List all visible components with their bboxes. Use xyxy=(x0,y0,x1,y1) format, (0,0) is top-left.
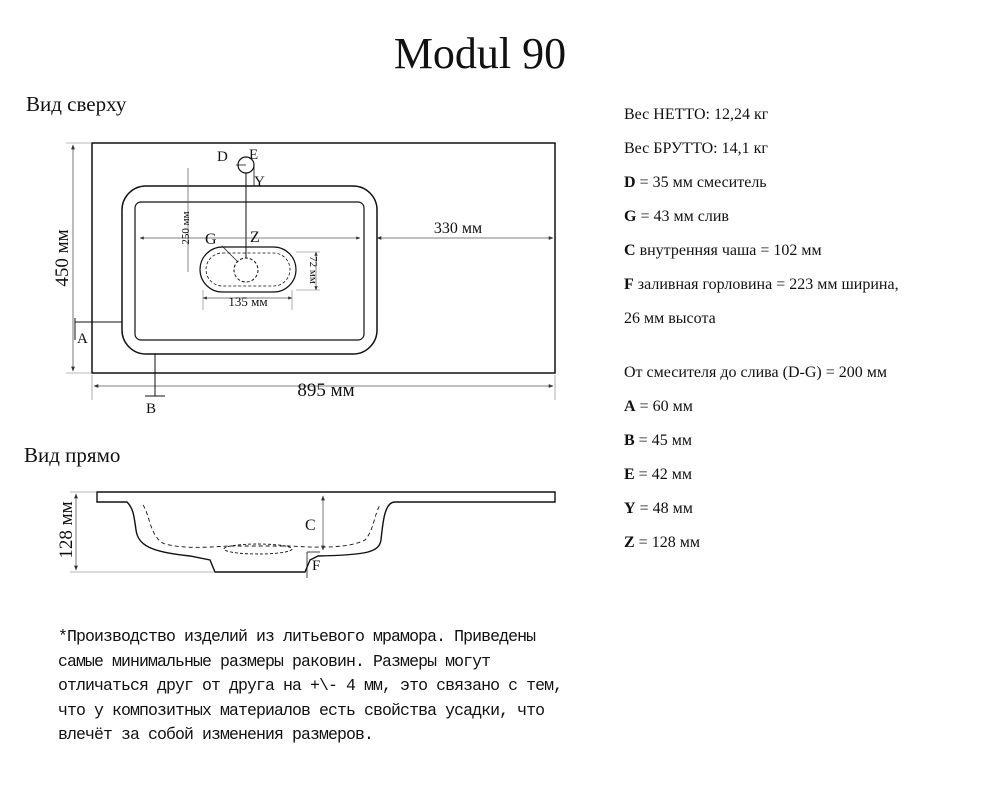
page-title: Modul 90 xyxy=(393,29,567,78)
letter-d: D xyxy=(217,149,228,165)
spec-c: C внутренняя чаша = 102 мм xyxy=(624,242,822,259)
dim-72-label: 72 мм xyxy=(307,256,319,284)
note-line: отличаться друг от друга на +\- 4 мм, это связано с тем, xyxy=(58,676,563,695)
spec-dg: От смесителя до слива (D-G) = 200 мм xyxy=(624,364,887,381)
dim-250-label: 250 мм xyxy=(180,211,192,245)
letter-c: C xyxy=(305,517,316,534)
note-line: *Производство изделий из литьевого мрамора. Приведены xyxy=(58,627,536,646)
note-line: самые минимальные размеры раковин. Размеры могут xyxy=(58,651,491,671)
top-view-label: Вид сверху xyxy=(26,92,127,116)
letter-y: Y xyxy=(254,174,265,190)
note-line: что у композитных материалов есть свойства усадки, что xyxy=(58,700,545,720)
sink-inner-dashed xyxy=(143,505,380,547)
note-line: влечёт за собой изменения размеров. xyxy=(58,725,374,744)
spec-b: B = 45 мм xyxy=(624,432,692,449)
spec-f2: 26 мм высота xyxy=(624,310,716,327)
spec-d: D = 35 мм смеситель xyxy=(624,174,767,191)
letter-e: E xyxy=(249,147,259,163)
dim-450-label: 450 мм xyxy=(52,229,73,287)
spec-netto: Вес НЕТТО: 12,24 кг xyxy=(624,106,769,123)
overflow-slot-inner xyxy=(206,253,290,286)
spec-a: A = 60 мм xyxy=(624,398,693,415)
letter-f: F xyxy=(312,558,321,574)
specs-panel xyxy=(624,103,994,565)
bowl-outer-rim xyxy=(122,186,377,354)
spec-e: E = 42 мм xyxy=(624,466,692,483)
dim-128-label: 128 мм xyxy=(56,501,77,559)
letter-z: Z xyxy=(250,229,260,246)
letter-g: G xyxy=(205,231,217,248)
spec-g: G = 43 мм слив xyxy=(624,208,729,225)
front-view-label: Вид прямо xyxy=(24,443,121,467)
drain-profile xyxy=(224,544,292,554)
sink-profile xyxy=(97,492,555,572)
dim-135-label: 135 мм xyxy=(228,294,268,309)
overflow-slot xyxy=(200,247,296,292)
countertop-outline xyxy=(92,143,555,373)
production-note xyxy=(58,625,598,748)
dim-330-label: 330 мм xyxy=(433,220,483,237)
bowl-inner xyxy=(135,202,364,340)
dim-895-label: 895 мм xyxy=(297,380,355,401)
letter-b: B xyxy=(146,401,157,417)
spec-y: Y = 48 мм xyxy=(624,500,693,517)
spec-brutto: Вес БРУТТО: 14,1 кг xyxy=(624,140,768,157)
spec-f: F заливная горловина = 223 мм ширина, xyxy=(624,276,899,293)
letter-a: A xyxy=(77,331,88,347)
spec-z: Z = 128 мм xyxy=(624,534,700,551)
